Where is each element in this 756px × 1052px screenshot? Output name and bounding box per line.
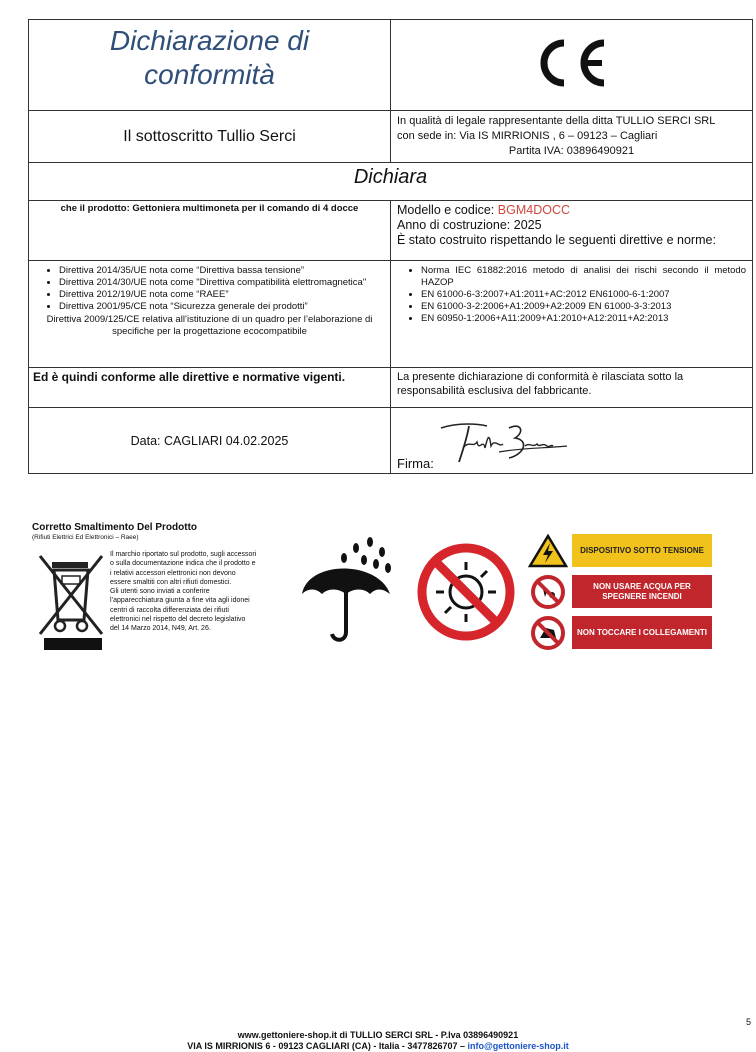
product-description: che il prodotto: Gettoniera multimoneta per il comando di 4 docce <box>29 201 391 261</box>
disposal-subtitle: (Rifiuti Elettrici Ed Elettronici – Raee) <box>32 534 139 541</box>
signature-text: Tullio Serci <box>439 418 444 419</box>
model-line <box>397 203 746 218</box>
norm-item: • EN 60950-1:2006+A11:2009+A1:2010+A12:2011+A2:2013 <box>421 313 752 325</box>
disposal-line: del 14 Marzo 2014, N49, Art. 26. <box>110 625 211 633</box>
model-code: BGM4DOCC <box>497 203 570 217</box>
disposal-line: centri di raccolta differenziata dei rifiuti <box>110 606 229 614</box>
disposal-line: o sulla documentazione indica che il prodotto e <box>110 560 256 568</box>
keep-dry-umbrella-icon <box>298 536 398 646</box>
built-statement: È stato costruito rispettando le seguenti direttive e norme: <box>397 233 716 247</box>
ce-mark-cell <box>391 20 753 111</box>
partita-iva: Partita IVA: 03896490921 <box>508 145 635 157</box>
footer-address: VIA IS MIRRIONIS 6 - 09123 CAGLIARI (CA) - Italia - 3477826707 – <box>187 1041 468 1051</box>
weee-bin-icon <box>36 548 106 652</box>
directive-item: • Direttiva 2001/95/CE nota “Sicurezza generale dei prodotti” <box>59 301 390 313</box>
model-label: Modello e codice: <box>397 203 498 217</box>
norm-item: • Norma IEC 61882:2016 metodo di analisi dei rischi secondo il metodo HAZOP <box>421 265 752 289</box>
firma-label: Firma: <box>397 456 434 471</box>
directives-cell <box>29 261 391 368</box>
no-water-icon <box>528 575 568 609</box>
signature-image <box>439 418 569 468</box>
norms-cell <box>391 261 753 368</box>
warning-row <box>528 534 712 568</box>
directive-item: • Direttiva 2014/30/UE nota come "Direttiva compatibilità elettromagnetica" <box>59 277 390 289</box>
warning-row <box>528 616 712 650</box>
date-cell: Data: CAGLIARI 04.02.2025 <box>29 408 391 474</box>
construction-year: Anno di costruzione: 2025 <box>397 218 542 232</box>
no-sun-exposure-icon <box>414 540 518 644</box>
warning-signs <box>528 534 712 657</box>
warning-row <box>528 575 712 609</box>
declaration-table <box>28 19 753 474</box>
signature-cell <box>391 408 753 474</box>
no-touch-icon <box>528 616 568 650</box>
warning-badge: NON USARE ACQUA PER SPEGNERE INCENDI <box>572 575 712 608</box>
footer-line-2 <box>0 1041 756 1052</box>
directive-item: • Direttiva 2012/19/UE nota come “RAEE” <box>59 289 390 301</box>
disposal-section <box>32 522 302 633</box>
ce-mark-icon <box>534 37 610 89</box>
dichiara-heading: Dichiara <box>29 163 753 201</box>
warning-badge: NON TOCCARE I COLLEGAMENTI <box>572 616 712 649</box>
document-title <box>29 20 391 111</box>
title-line-2: conformità <box>144 59 275 90</box>
model-cell <box>391 201 753 261</box>
disposal-line: l’apparecchiatura giunta a fine vita agli idonei <box>110 597 250 605</box>
declaration-document <box>28 19 752 474</box>
rep-line-2: con sede in: Via IS MIRRIONIS , 6 – 09123 – Cagliari <box>397 130 658 142</box>
norm-item: • EN 61000-3-2:2006+A1:2009+A2:2009 EN 61000-3-3:2013 <box>421 301 752 313</box>
directive-item: • Direttiva 2014/35/UE nota come “Direttiva bassa tensione” <box>59 265 390 277</box>
disposal-line: Gli utenti sono inviati a conferire <box>110 588 210 596</box>
disposal-line: Il marchio riportato sul prodotto, sugli accessori <box>110 551 257 558</box>
rep-line-1: In qualità di legale rappresentante della ditta TULLIO SERCI SRL <box>397 115 716 127</box>
title-line-1: Dichiarazione di <box>109 25 310 56</box>
high-voltage-icon <box>528 534 568 568</box>
disposal-title: Corretto Smaltimento Del Prodotto <box>32 522 198 533</box>
footer-email-link[interactable]: info@gettoniere-shop.it <box>467 1041 569 1051</box>
disposal-line: i relativi accessori elettronici non devono <box>110 569 236 577</box>
directive-extra: Direttiva 2009/125/CE relativa all’istituzione di un quadro per l’elaborazione di specifiche per la progettazione ecocompatibile <box>46 314 373 337</box>
disposal-text <box>110 550 300 634</box>
norms-list <box>391 265 752 325</box>
conformity-statement: Ed è quindi conforme alle direttive e normative vigenti. <box>29 368 391 408</box>
norm-item: • EN 61000-6-3:2007+A1:2011+AC:2012 EN61000-6-1:2007 <box>421 289 752 301</box>
directives-list <box>29 265 390 313</box>
disposal-line: elettronici nel rispetto del decreto legislativo <box>110 616 246 624</box>
warning-badge: DISPOSITIVO SOTTO TENSIONE <box>572 534 712 567</box>
disposal-line: essere smaltiti con altri rifiuti domestici. <box>110 578 232 586</box>
representative-cell <box>391 111 753 163</box>
responsibility-statement: La presente dichiarazione di conformità è rilasciata sotto la responsabilità esclusiva del fabbricante. <box>391 368 753 408</box>
page-number: 5 <box>746 1017 752 1027</box>
signer-cell: Il sottoscritto Tullio Serci <box>29 111 391 163</box>
footer-line-1: www.gettoniere-shop.it di TULLIO SERCI SRL - P.Iva 03896490921 <box>237 1030 519 1040</box>
